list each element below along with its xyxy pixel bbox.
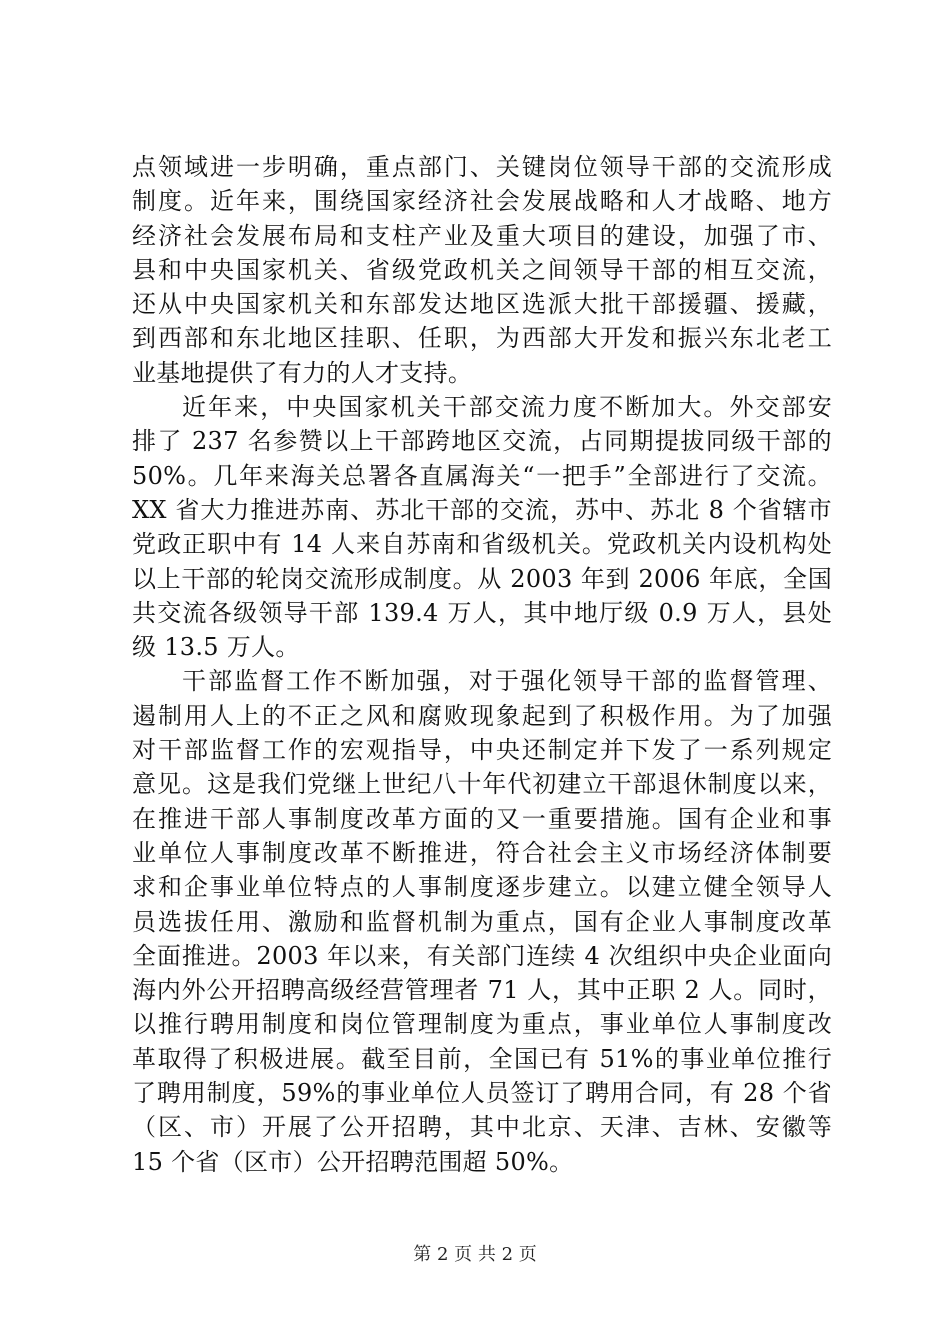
text-line: 县和中央国家机关、省级党政机关之间领导干部的相互交流， bbox=[132, 255, 832, 284]
text-line: 15 个省（区市）公开招聘范围超 50%。 bbox=[132, 1147, 574, 1176]
text-line: 以上干部的轮岗交流形成制度。从 2003 年到 2006 年底，全国 bbox=[132, 564, 832, 593]
text-line: 近年来，中央国家机关干部交流力度不断加大。外交部安 bbox=[182, 393, 832, 422]
text-line: 业单位人事制度改革不断推进，符合社会主义市场经济体制要 bbox=[132, 838, 832, 867]
text-line: 排了 237 名参赞以上干部跨地区交流，占同期提拔同级干部的 bbox=[132, 427, 832, 456]
text-line: 共交流各级领导干部 139.4 万人，其中地厅级 0.9 万人，县处 bbox=[132, 598, 832, 627]
text-line: 50%。几年来海关总署各直属海关“一把手”全部进行了交流。 bbox=[132, 461, 832, 490]
text-line: 了聘用制度，59%的事业单位人员签订了聘用合同，有 28 个省 bbox=[132, 1079, 832, 1108]
text-line: 到西部和东北地区挂职、任职，为西部大开发和振兴东北老工 bbox=[132, 324, 832, 353]
text-line: 级 13.5 万人。 bbox=[132, 633, 300, 662]
text-line: （区、市）开展了公开招聘，其中北京、天津、吉林、安徽等 bbox=[132, 1113, 832, 1142]
text-line: 业基地提供了有力的人才支持。 bbox=[132, 358, 473, 387]
page-footer: 第 2 页 共 2 页 bbox=[413, 1244, 537, 1265]
text-line: 全面推进。2003 年以来，有关部门连续 4 次组织中央企业面向 bbox=[132, 941, 832, 970]
text-line: 遏制用人上的不正之风和腐败现象起到了积极作用。为了加强 bbox=[132, 701, 832, 730]
text-line: XX 省大力推进苏南、苏北干部的交流，苏中、苏北 8 个省辖市 bbox=[132, 495, 832, 524]
text-line: 对干部监督工作的宏观指导，中央还制定并下发了一系列规定 bbox=[132, 736, 832, 765]
text-line: 经济社会发展布局和支柱产业及重大项目的建设，加强了市、 bbox=[132, 221, 832, 250]
text-line: 意见。这是我们党继上世纪八十年代初建立干部退休制度以来， bbox=[132, 770, 832, 799]
text-line: 以推行聘用制度和岗位管理制度为重点，事业单位人事制度改 bbox=[132, 1010, 832, 1039]
paragraph-2 bbox=[132, 390, 832, 664]
text-line: 制度。近年来，围绕国家经济社会发展战略和人才战略、地方 bbox=[132, 187, 832, 216]
text-line: 在推进干部人事制度改革方面的又一重要措施。国有企业和事 bbox=[132, 804, 832, 833]
paragraph-3 bbox=[132, 664, 832, 1178]
text-line: 海内外公开招聘高级经营管理者 71 人，其中正职 2 人。同时， bbox=[132, 976, 832, 1005]
text-line: 党政正职中有 14 人来自苏南和省级机关。党政机关内设机构处 bbox=[132, 530, 832, 559]
text-line: 还从中央国家机关和东部发达地区选派大批干部援疆、援藏， bbox=[132, 290, 832, 319]
paragraph-1 bbox=[132, 150, 832, 390]
text-line: 干部监督工作不断加强，对于强化领导干部的监督管理、 bbox=[182, 667, 832, 696]
text-line: 求和企事业单位特点的人事制度逐步建立。以建立健全领导人 bbox=[132, 873, 832, 902]
body-text bbox=[132, 150, 832, 1179]
text-line: 员选拔任用、激励和监督机制为重点，国有企业人事制度改革 bbox=[132, 907, 832, 936]
text-line: 点领域进一步明确，重点部门、关键岗位领导干部的交流形成 bbox=[132, 153, 832, 181]
text-line: 革取得了积极进展。截至目前，全国已有 51%的事业单位推行 bbox=[132, 1044, 832, 1073]
